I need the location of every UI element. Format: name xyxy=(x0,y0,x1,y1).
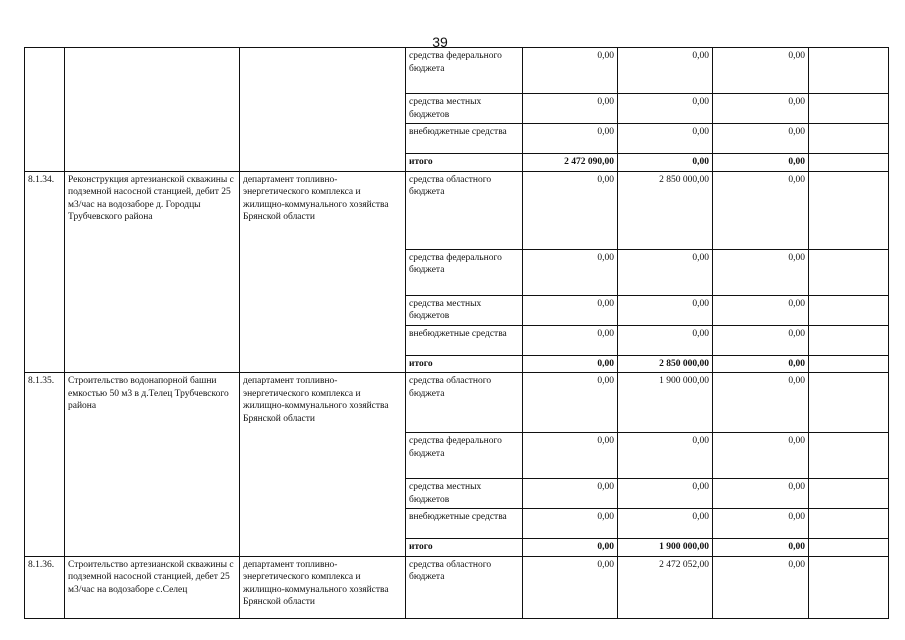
item-name-cell: Строительство водонапорной башни емкостью 50 м3 в д.Телец Трубчевского района xyxy=(65,373,240,557)
table-row xyxy=(25,556,889,618)
table-row xyxy=(25,48,889,94)
value-cell: 0,00 xyxy=(618,325,713,355)
value-cell: 0,00 xyxy=(523,249,618,295)
source-label: средства местных бюджетов xyxy=(406,295,523,325)
source-label-total: итого xyxy=(406,355,523,373)
empty-cell xyxy=(809,249,889,295)
value-cell: 0,00 xyxy=(713,295,809,325)
empty-cell xyxy=(809,124,889,154)
empty-cell xyxy=(809,373,889,433)
empty-cell xyxy=(809,171,889,249)
empty-cell xyxy=(809,539,889,557)
source-label: средства областного бюджета xyxy=(406,171,523,249)
value-cell: 0,00 xyxy=(523,556,618,618)
item-name-cell: Строительство артезианской скважины с подземной насосной станцией, дебет 25 м3/час на водозаборе с.Селец xyxy=(65,556,240,618)
empty-cell xyxy=(809,94,889,124)
empty-cell xyxy=(809,295,889,325)
source-label: внебюджетные средства xyxy=(406,325,523,355)
value-cell: 0,00 xyxy=(618,433,713,479)
value-cell: 0,00 xyxy=(523,373,618,433)
source-label: средства местных бюджетов xyxy=(406,479,523,509)
value-cell: 0,00 xyxy=(713,556,809,618)
table-row xyxy=(25,373,889,433)
table-row xyxy=(25,171,889,249)
value-cell: 0,00 xyxy=(523,509,618,539)
source-label: средства федерального бюджета xyxy=(406,48,523,94)
item-number-cell xyxy=(25,48,65,172)
value-cell: 0,00 xyxy=(523,325,618,355)
value-cell: 0,00 xyxy=(713,325,809,355)
value-cell: 0,00 xyxy=(713,94,809,124)
budget-table xyxy=(24,47,889,619)
value-cell: 0,00 xyxy=(618,479,713,509)
empty-cell xyxy=(809,479,889,509)
value-cell: 0,00 xyxy=(618,94,713,124)
value-cell: 1 900 000,00 xyxy=(618,539,713,557)
empty-cell xyxy=(809,325,889,355)
value-cell: 0,00 xyxy=(713,433,809,479)
item-name-cell xyxy=(65,48,240,172)
value-cell: 0,00 xyxy=(618,295,713,325)
source-label-total: итого xyxy=(406,154,523,172)
empty-cell xyxy=(809,509,889,539)
source-label: средства областного бюджета xyxy=(406,556,523,618)
empty-cell xyxy=(809,48,889,94)
value-cell: 0,00 xyxy=(713,124,809,154)
value-cell: 0,00 xyxy=(523,94,618,124)
value-cell: 2 850 000,00 xyxy=(618,355,713,373)
source-label: средства местных бюджетов xyxy=(406,94,523,124)
value-cell: 2 850 000,00 xyxy=(618,171,713,249)
item-number-cell: 8.1.34. xyxy=(25,171,65,373)
value-cell: 0,00 xyxy=(713,479,809,509)
value-cell: 0,00 xyxy=(618,124,713,154)
value-cell: 0,00 xyxy=(618,48,713,94)
page-number: 39 xyxy=(432,34,448,50)
empty-cell xyxy=(809,355,889,373)
empty-cell xyxy=(809,556,889,618)
value-cell: 0,00 xyxy=(618,249,713,295)
item-executor-cell: департамент топливно-энергетического комплекса и жилищно-коммунального хозяйства Брянской области xyxy=(240,373,406,557)
value-cell: 2 472 090,00 xyxy=(523,154,618,172)
item-executor-cell: департамент топливно-энергетического комплекса и жилищно-коммунального хозяйства Брянской области xyxy=(240,556,406,618)
value-cell: 0,00 xyxy=(523,539,618,557)
source-label: средства федерального бюджета xyxy=(406,249,523,295)
value-cell: 0,00 xyxy=(523,479,618,509)
value-cell: 0,00 xyxy=(713,539,809,557)
item-executor-cell: департамент топливно-энергетического комплекса и жилищно-коммунального хозяйства Брянской области xyxy=(240,171,406,373)
value-cell: 0,00 xyxy=(523,433,618,479)
value-cell: 0,00 xyxy=(523,295,618,325)
value-cell: 0,00 xyxy=(618,509,713,539)
source-label-total: итого xyxy=(406,539,523,557)
value-cell: 0,00 xyxy=(713,249,809,295)
value-cell: 0,00 xyxy=(713,171,809,249)
source-label: внебюджетные средства xyxy=(406,124,523,154)
value-cell: 0,00 xyxy=(523,124,618,154)
value-cell: 0,00 xyxy=(523,355,618,373)
value-cell: 0,00 xyxy=(713,154,809,172)
value-cell: 0,00 xyxy=(713,509,809,539)
source-label: внебюджетные средства xyxy=(406,509,523,539)
empty-cell xyxy=(809,433,889,479)
value-cell: 0,00 xyxy=(618,154,713,172)
value-cell: 2 472 052,00 xyxy=(618,556,713,618)
value-cell: 0,00 xyxy=(523,171,618,249)
value-cell: 1 900 000,00 xyxy=(618,373,713,433)
item-name-cell: Реконструкция артезианской скважины с подземной насосной станцией, дебит 25 м3/час на водозаборе д. Городцы Трубчевского района xyxy=(65,171,240,373)
item-executor-cell xyxy=(240,48,406,172)
value-cell: 0,00 xyxy=(713,355,809,373)
value-cell: 0,00 xyxy=(523,48,618,94)
source-label: средства областного бюджета xyxy=(406,373,523,433)
value-cell: 0,00 xyxy=(713,373,809,433)
empty-cell xyxy=(809,154,889,172)
item-number-cell: 8.1.35. xyxy=(25,373,65,557)
source-label: средства федерального бюджета xyxy=(406,433,523,479)
item-number-cell: 8.1.36. xyxy=(25,556,65,618)
value-cell: 0,00 xyxy=(713,48,809,94)
